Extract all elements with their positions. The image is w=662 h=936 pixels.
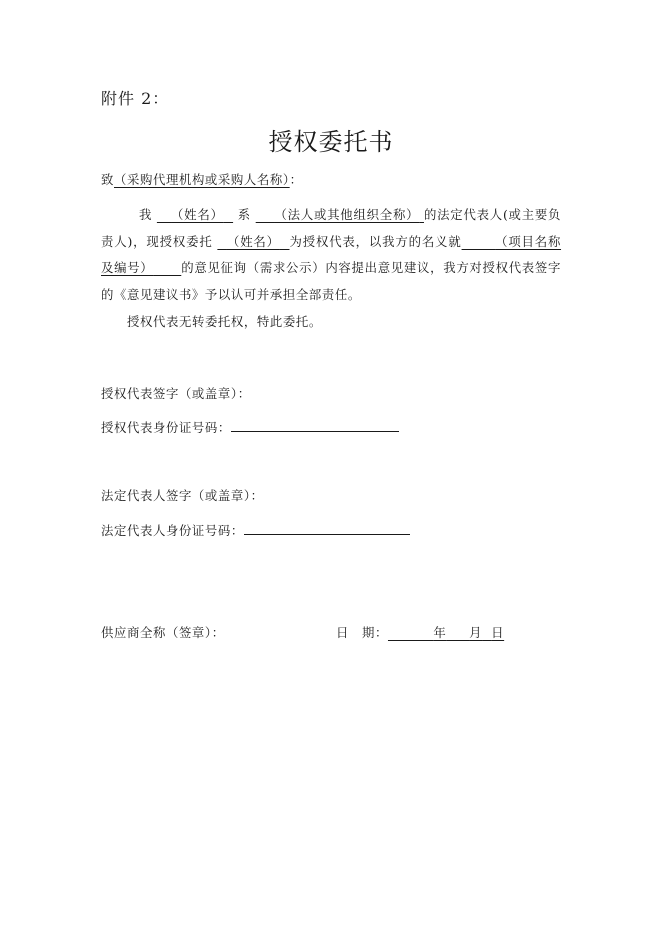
agent-id-line: [101, 418, 399, 436]
recipient-placeholder: （采购代理机构或采购人名称）: [114, 172, 290, 187]
attachment-label: 附件 2：: [101, 89, 170, 108]
agent-signature-line: [101, 384, 251, 402]
month-label: 月: [469, 625, 483, 640]
body-text-1: 我: [139, 207, 153, 222]
date-blank[interactable]: [388, 625, 504, 640]
agent-name-placeholder: （姓名）: [226, 233, 280, 249]
org-placeholder: （法人或其他组织全称）: [274, 207, 420, 222]
day-label: 日: [491, 625, 505, 640]
no-transfer-statement: 授权代表无转委托权，特此委托。: [127, 314, 322, 329]
year-label: 年: [433, 625, 447, 640]
legal-id-line: [101, 521, 410, 539]
body-text-2: 系: [237, 207, 251, 222]
supplier-line: [101, 623, 225, 641]
to-prefix: 致: [101, 172, 114, 187]
body-text-4: 为授权代表，以我方的名义就: [289, 233, 462, 249]
body-text-5: 的意见征询（需求公示）内容提出意见建议，我方对授权代表签字的《意见建议书》予以认可并承担全部责任。: [101, 260, 561, 302]
legal-signature-line: [101, 486, 264, 504]
name-placeholder: （姓名）: [171, 207, 224, 222]
authorization-paragraph: [101, 202, 561, 308]
date-label: 日 期：: [336, 625, 388, 640]
to-suffix: ：: [289, 172, 303, 187]
legal-id-label: 法定代表人身份证号码：: [101, 523, 244, 538]
body-text-3: 的法定代表人(或主要负责人)，现授权委托: [101, 207, 562, 249]
legal-id-blank[interactable]: [244, 522, 410, 535]
agent-id-blank[interactable]: [231, 419, 399, 432]
date-line: [336, 623, 504, 641]
agent-id-label: 授权代表身份证号码：: [101, 420, 231, 435]
project-placeholder: （项目名称及编号）: [101, 233, 562, 275]
recipient-line: [101, 170, 303, 188]
legal-signature-label: 法定代表人签字（或盖章）：: [101, 488, 264, 503]
supplier-label: 供应商全称（签章）：: [101, 625, 225, 640]
document-title: 授权委托书: [268, 128, 394, 156]
agent-signature-label: 授权代表签字（或盖章）：: [101, 386, 251, 401]
